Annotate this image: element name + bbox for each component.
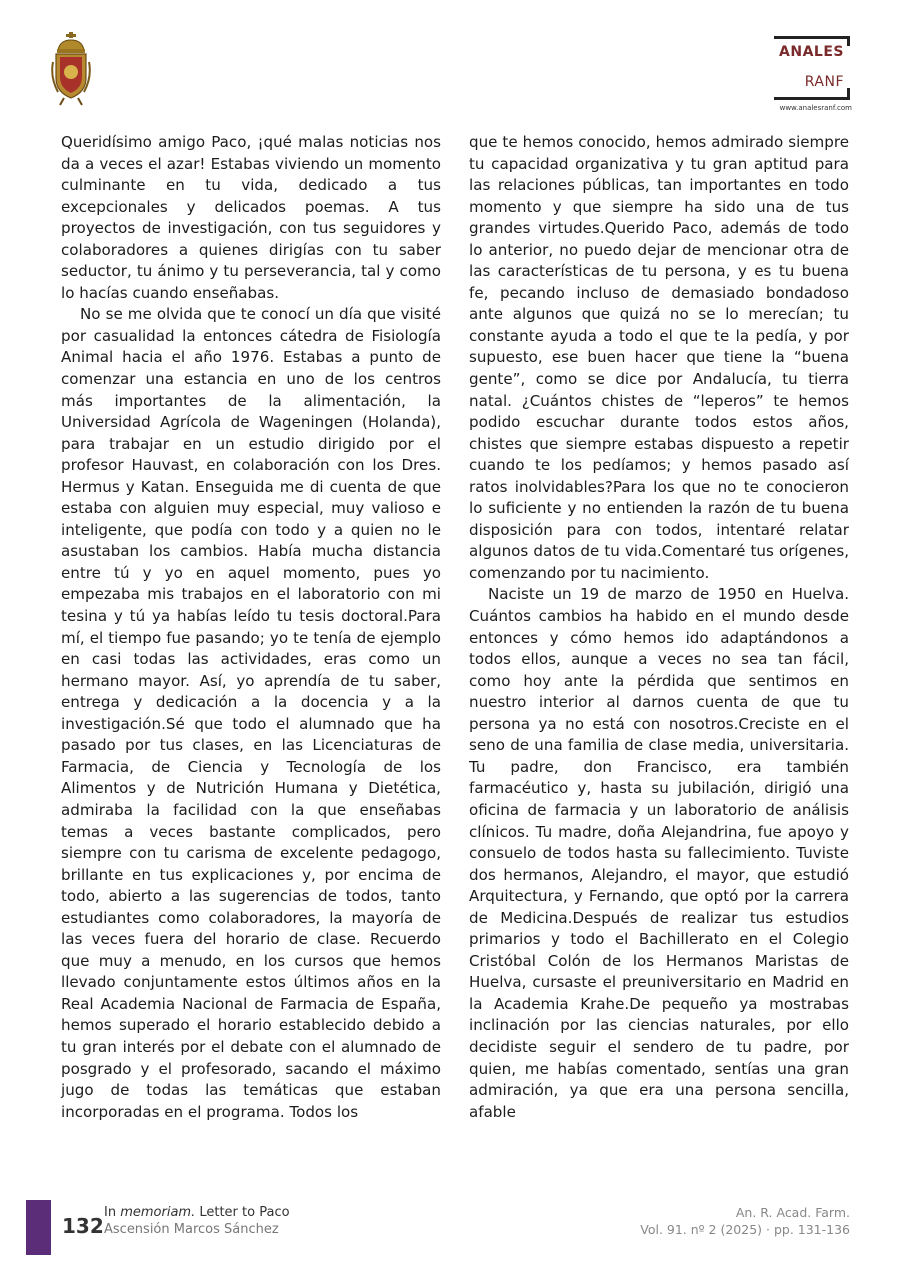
footer-accent-bar: [26, 1200, 51, 1255]
footer-journal-name: An. R. Acad. Farm.: [735, 1205, 850, 1220]
logo-ranf-text: RANF: [804, 74, 844, 90]
logo-anales-text: ANALES: [779, 44, 844, 60]
footer-title-rest: Letter to Paco: [195, 1205, 290, 1220]
page-number: 132: [62, 1214, 104, 1238]
footer-title-prefix: In: [104, 1205, 121, 1220]
logo-bracket-bottom: [774, 88, 850, 100]
anales-ranf-logo: [730, 36, 852, 122]
footer-volume-info: Vol. 91. nº 2 (2025) · pp. 131-136: [640, 1222, 850, 1237]
footer-article-title: [104, 1205, 290, 1220]
logo-url-text: www.analesranf.com: [779, 104, 852, 112]
footer-author: Ascensión Marcos Sánchez: [104, 1222, 279, 1237]
footer-title-italic: memoriam.: [120, 1205, 196, 1220]
left-text-column: [61, 132, 441, 1123]
right-text-column: [469, 132, 849, 1123]
left-paragraph-1: Queridísimo amigo Paco, ¡qué malas noticias nos da a veces el azar! Estabas viviendo un momento culminante en tu vida, dedicado a tus excepcionales y delicados poemas. A tus proyectos de investigación, con tus seguidores y colaboradores a quienes dirigías con tu saber seductor, tu ánimo y tu perseverancia, tal y como lo hacías cuando enseñabas.: [61, 133, 441, 302]
right-paragraph-1: que te hemos conocido, hemos admirado siempre tu capacidad organizativa y tu gran aptitud para las relaciones públicas, tan importantes en todo momento y que siempre ha sido una de tus grandes virtudes.Querido Paco, además de todo lo anterior, no puedo dejar de mencionar otra de las características de tu persona, y es tu buena fe, pecando incluso de demasiado bondadoso ante algunos que quizá no se lo merecían; tu constante ayuda a todo el que te la pedía, y por supuesto, ese buen hacer que tiene la “buena gente”, como se dice por Andalucía, tu tierra natal. ¿Cuántos chistes de “leperos” te hemos podido escuchar durante todos estos años, chistes que siempre estabas dispuesto a repetir cuando te los pedíamos; y hemos pasado así ratos inolvidables?Para los que no te conocieron lo suficiente y no entienden la razón de tu buena disposición para con todos, intentaré relatar algunos datos de tu vida.Comentaré tus orígenes, comenzando por tu nacimiento.: [469, 133, 849, 582]
academy-crest-logo: [50, 32, 92, 106]
left-paragraph-2: No se me olvida que te conocí un día que visité por casualidad la entonces cátedra de Fisiología Animal hacia el año 1976. Estabas a punto de comenzar una estancia en uno de los centros más importantes de la alimentación, la Universidad Agrícola de Wageningen (Holanda), para trabajar en un estudio dirigido por el profesor Hauvast, en colaboración con los Dres. Hermus y Katan. Enseguida me di cuenta de que estaba con alguien muy especial, muy valioso e inteligente, que podía con todo y a quien no le asustaban los cambios. Había mucha distancia entre tú y yo en aquel momento, pues yo empezaba mis trabajos en el laboratorio con mi tesina y tú ya habías leído tu tesis doctoral.Para mí, el tiempo fue pasando; yo te tenía de ejemplo en casi todas las actividades, eras como un hermano mayor. Así, yo aprendía de tu saber, entrega y dedicación a la docencia y a la investigación.Sé que todo el alumnado que ha pasado por tus clases, en las Licenciaturas de Farmacia, de Ciencia y Tecnología de los Alimentos y de Nutrición Humana y Dietética, admiraba la facilidad con la que enseñabas temas a veces bastante complicados, pero siempre con tu carisma de excelente pedagogo, brillante en tus explicaciones y, por encima de todo, abierto a las sugerencias de todos, tanto estudiantes como colaboradores, la mayoría de las veces fuera del horario de clase. Recuerdo que muy a menudo, en los cursos que hemos llevado conjuntamente estos últimos años en la Real Academia Nacional de Farmacia de España, hemos superado el horario establecido debido a tu gran interés por el debate con el alumnado de posgrado y el profesorado, sacando el máximo jugo de todas las temáticas que estaban incorporadas en el programa. Todos los: [61, 305, 441, 1121]
right-paragraph-2: Naciste un 19 de marzo de 1950 en Huelva. Cuántos cambios ha habido en el mundo desde entonces y cómo hemos ido adaptándonos a todos ellos, aunque a veces no sea tan fácil, como hoy ante la pérdida que sentimos en nuestro interior al darnos cuenta de que tu persona ya no está con nosotros.Creciste en el seno de una familia de clase media, universitaria. Tu padre, don Francisco, era también farmacéutico y, hasta su jubilación, dirigió una oficina de farmacia y un laboratorio de análisis clínicos. Tu madre, doña Alejandrina, fue apoyo y consuelo de todos hasta su fallecimiento. Tuviste dos hermanos, Alejandro, el mayor, que estudió Arquitectura, y Fernando, que optó por la carrera de Medicina.Después de realizar tus estudios primarios y todo el Bachillerato en el Colegio Cristóbal Colón de los Hermanos Maristas de Huelva, cursaste el preuniversitario en Madrid en la Academia Krahe.De pequeño ya mostrabas inclinación por las ciencias naturales, por ello decidiste seguir el sendero de tu padre, por quien, me habías comentado, sentías una gran admiración, ya que era una persona sencilla, afable: [469, 585, 849, 1121]
